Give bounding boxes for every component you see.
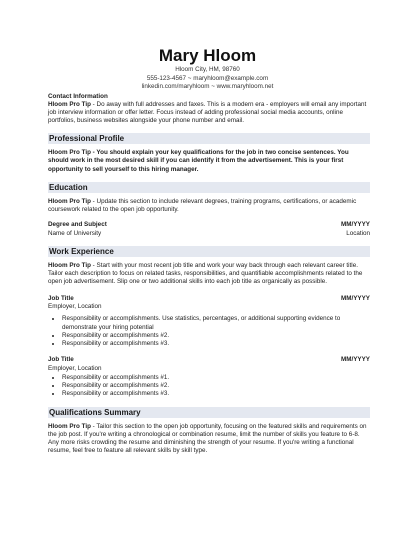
job-title: Job Title bbox=[48, 356, 74, 364]
job-employer-text: Employer, Location bbox=[48, 364, 102, 372]
job-date: MM/YYYY bbox=[340, 356, 370, 364]
candidate-name: Mary Hloom bbox=[158, 46, 257, 65]
job-bullet-list bbox=[48, 374, 370, 399]
job-bullet: • Responsibility or accomplishments #2. bbox=[62, 332, 370, 340]
education-tip-label: Hloom Pro Tip bbox=[48, 197, 91, 205]
contact-info-label: Contact Information bbox=[48, 93, 108, 100]
section-heading-qualifications: Qualifications Summary bbox=[48, 407, 370, 418]
experience-tip-label: Hloom Pro Tip bbox=[48, 261, 91, 269]
job-title-row bbox=[48, 295, 370, 303]
job-employer bbox=[48, 365, 370, 373]
qualifications-tip-text: - Tailor this section to the open job opportunity, focusing on the featured skills and requirements on the job post. If you're writing a chronological or combination resume, limit the number of skills you feature to 6-8. Any more risks crowding the resume and diminishing the strength of your resume. If you're writing a functional resume, feel free to feature all relevant skills by skill type. bbox=[48, 422, 367, 455]
job-bullet: • Responsibility or accomplishments #3. bbox=[62, 390, 370, 398]
job-title: Job Title bbox=[48, 294, 74, 302]
header-links: linkedin.com/maryhloom ~ www.maryhloom.net bbox=[141, 83, 274, 91]
education-tip-text: - Update this section to include relevant degrees, training programs, certifications, or academic coursework related to the open job opportunity. bbox=[48, 197, 357, 213]
school-location: Location bbox=[346, 229, 370, 237]
education-degree-row bbox=[48, 221, 370, 229]
job-bullet: • Responsibility or accomplishments #1. bbox=[62, 374, 370, 382]
job-entry bbox=[48, 295, 370, 349]
experience-tip-text: - Start with your most recent job title and work your way back through each relevant career title. Tailor each description to focus on related tasks, responsibilities, and quantifiable accomplishments related to the open job advertisement. Slip one or two additional skills into each job title as organically as possible. bbox=[48, 261, 363, 286]
job-bullet: • Responsibility or accomplishments #3. bbox=[62, 340, 370, 348]
job-bullet: • Responsibility or accomplishments #2. bbox=[62, 382, 370, 390]
job-employer bbox=[48, 303, 370, 311]
degree-date: MM/YYYY bbox=[340, 221, 370, 229]
education-tip bbox=[48, 198, 370, 214]
qualifications-tip bbox=[48, 423, 370, 456]
job-entry bbox=[48, 356, 370, 398]
contact-info-text bbox=[48, 101, 370, 126]
school-name: Name of University bbox=[48, 229, 102, 237]
section-heading-education: Education bbox=[48, 182, 370, 193]
resume-body bbox=[48, 93, 370, 455]
contact-tip-label: Hloom Pro Tip bbox=[48, 100, 91, 108]
header-location: Hloom City, HM, 98760 bbox=[175, 66, 240, 73]
education-school-row bbox=[48, 230, 370, 238]
header-contact: 555-123-4567 ~ maryhloom@example.com bbox=[146, 74, 269, 82]
contact-tip-text: - Do away with full addresses and faxes. This is a modern era - employers will email any important job interview information or offer letter. Focus instead of adding professional social media accounts, online portfolios, business websites alongside your phone number and email. bbox=[48, 100, 367, 124]
section-heading-experience: Work Experience bbox=[48, 246, 370, 257]
resume-header bbox=[0, 0, 415, 92]
job-bullet-list bbox=[48, 315, 370, 348]
section-heading-profile: Professional Profile bbox=[48, 133, 370, 144]
experience-tip bbox=[48, 262, 370, 287]
profile-text: Hloom Pro Tip - You should explain your key qualifications for the job in two concise sentences. You should work in the most desired skill if you can identify it from the advertisement. This is your first opportunity to sell yourself to this hiring manager. bbox=[48, 149, 349, 173]
degree-name: Degree and Subject bbox=[48, 221, 107, 229]
job-date: MM/YYYY bbox=[340, 294, 370, 302]
job-bullet: • Responsibility or accomplishments. Use statistics, percentages, or additional supporting evidence to demonstrate your hiring potential bbox=[62, 315, 370, 331]
job-title-row bbox=[48, 356, 370, 364]
job-employer-text: Employer, Location bbox=[48, 302, 102, 310]
qualifications-tip-label: Hloom Pro Tip bbox=[48, 422, 91, 430]
